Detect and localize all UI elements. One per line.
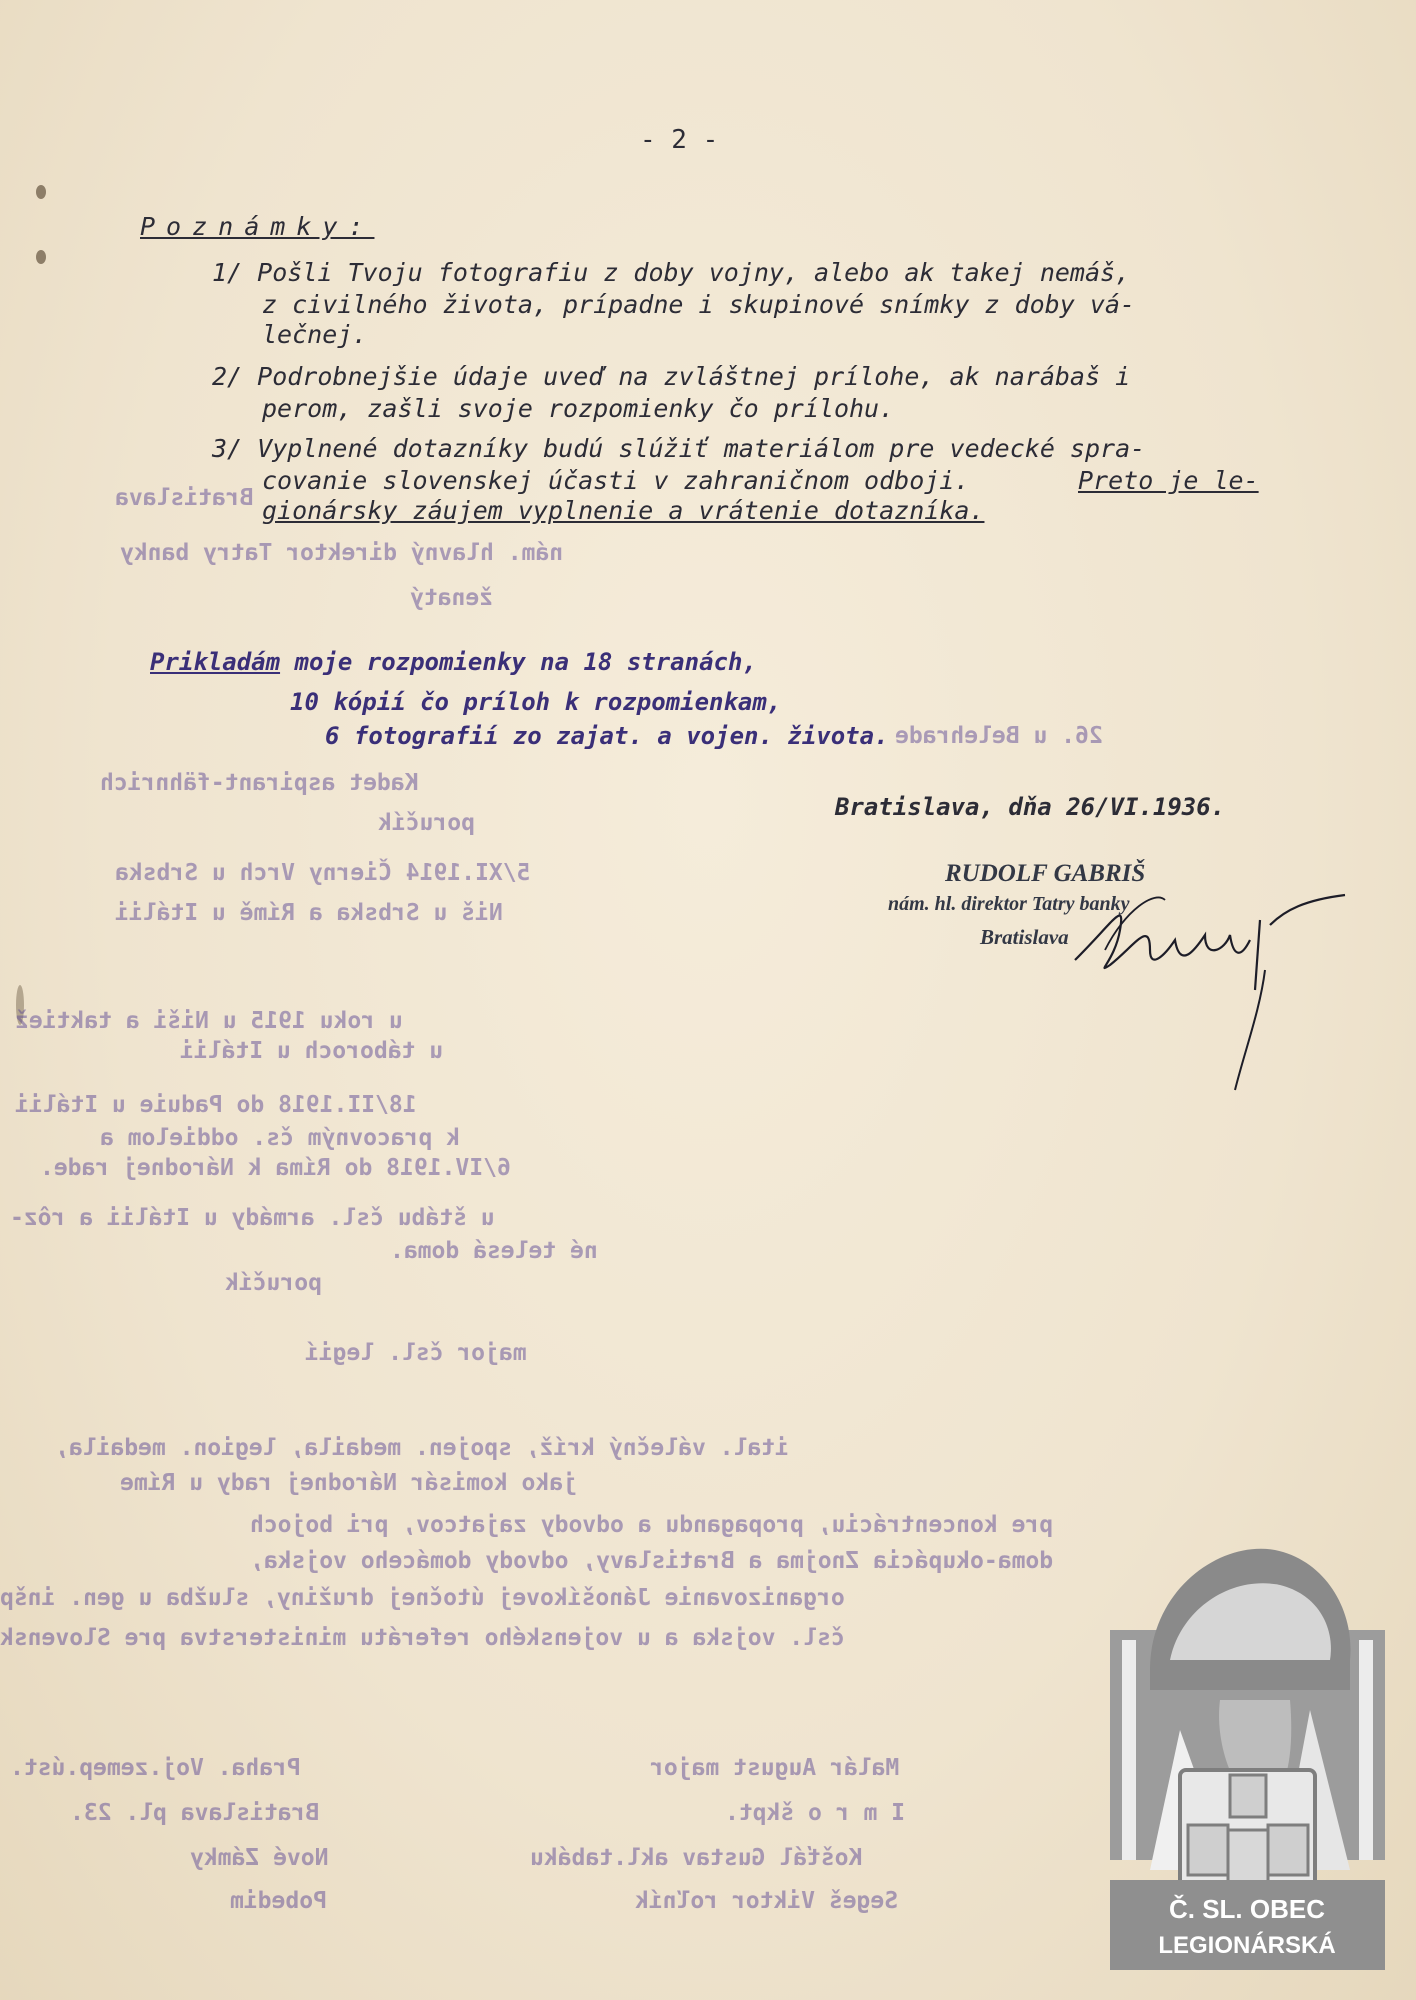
bleed-line: I m r o škpt. xyxy=(725,1800,906,1826)
note-line: 1/ Pošli Tvoju fotografiu z doby vojny, alebo ak takej nemáš, xyxy=(212,258,1131,287)
note-line-emphasis: Preto je le- xyxy=(1078,466,1259,495)
attachment-text: moje rozpomienky na 18 stranách, xyxy=(294,648,757,676)
bleed-line: Košťál Gustav akl.tabáku xyxy=(530,1845,863,1871)
bleed-line: 26. u Belehrade xyxy=(895,723,1103,749)
bleed-line: Bratislava pl. 23. xyxy=(70,1800,320,1826)
note-line-emphasis: gionársky záujem vyplnenie a vrátenie dotazníka. xyxy=(262,496,985,525)
bleed-line: 18/II.1918 do Paduie u Itálii xyxy=(15,1092,417,1118)
note-line: lečnej. xyxy=(262,320,368,349)
logo-line-1: Č. SL. OBEC xyxy=(1168,1894,1326,1924)
attachment-line-3: 6 fotografií zo zajat. a vojen. života. xyxy=(325,722,889,750)
punch-mark xyxy=(36,250,46,264)
bleed-line: Bratislava xyxy=(115,485,254,511)
logo-line-2: LEGIONÁRSKÁ xyxy=(1158,1932,1336,1959)
note-line: 3/ Vyplnené dotazníky budú slúžiť materiálom pre vedecké spra- xyxy=(212,434,1146,463)
bleed-line: k pracovným čs. oddielom a xyxy=(100,1125,461,1151)
date-line: Bratislava, dňa 26/VI.1936. xyxy=(835,793,1226,821)
bleed-line: u táboroch u Itálii xyxy=(180,1038,444,1064)
legion-logo-graphic xyxy=(1110,1530,1385,1970)
page-number: - 2 - xyxy=(640,125,719,155)
stamp-title: nám. hl. direktor Tatry banky xyxy=(888,893,1130,915)
bleed-line: Nové Zámky xyxy=(190,1845,329,1871)
bleed-line: poručík xyxy=(378,810,475,836)
punch-mark xyxy=(36,185,46,199)
bleed-line: Pobedim xyxy=(230,1888,327,1914)
attachment-line-2: 10 kópií čo príloh k rozpomienkam, xyxy=(290,688,782,716)
bleed-line: u roku 1915 u Niši a taktiež xyxy=(15,1008,403,1034)
note-line: covanie slovenskej účasti v zahraničnom odboji. xyxy=(262,466,970,495)
bleed-line: Segeš Viktor roľník xyxy=(635,1888,899,1914)
notes-heading: Poznámky: xyxy=(140,212,375,241)
legion-logo xyxy=(1110,1530,1385,1970)
stamp-city: Bratislava xyxy=(980,925,1069,949)
bleed-line: Niš u Srbska a Rímě u Itálii xyxy=(115,900,503,926)
bleed-line: pre koncentráciu, propagandu a odvody zajatcov, pri bojoch xyxy=(250,1512,1054,1538)
bleed-line: 6/IV.1918 do Ríma k Národnej rade. xyxy=(40,1155,511,1181)
stamp-name: RUDOLF GABRIŠ xyxy=(945,860,1146,887)
note-line: perom, zašli svoje rozpomienky čo prílohu. xyxy=(262,394,895,423)
bleed-line: jako komisár Národnej rady u Ríme xyxy=(120,1470,577,1496)
bleed-line: ital. válečný kríž, spojen. medaila, legion. medaila, xyxy=(55,1435,789,1461)
bleed-line: u štábu čsl. armády u Itálii a rôz- xyxy=(10,1205,495,1231)
bleed-line: čsl. vojska a u vojenského referátu ministerstva pre Slovensk xyxy=(0,1625,845,1651)
bleed-line: major čsl. legií xyxy=(305,1340,527,1366)
bleed-line: ženatý xyxy=(410,585,494,611)
bleed-line: doma-okupácia Znojma a Bratislavy, odvody domáceho vojska, xyxy=(250,1548,1054,1574)
bleed-line: organizovanie Jánošíkovej útočnej družiny, služba u gen. inšp xyxy=(0,1585,845,1611)
note-line: z civilného života, prípadne i skupinové snímky z doby vá- xyxy=(262,290,1135,319)
bleed-line: né telesá doma. xyxy=(390,1238,598,1264)
attachment-line-1 xyxy=(150,648,757,676)
bleed-line: poručík xyxy=(225,1270,322,1296)
attachment-lead: Prikladám xyxy=(150,648,281,676)
bleed-line: 5/XI.1914 Čierny Vrch u Srbska xyxy=(115,860,531,886)
bleed-line: Praha. Voj.zemep.úst. xyxy=(10,1755,301,1781)
bleed-line: Malár August major xyxy=(650,1755,900,1781)
bleed-line: nám. hlavný direktor Tatry banky xyxy=(120,540,564,566)
note-line: 2/ Podrobnejšie údaje uveď na zvláštnej prílohe, ak narábaš i xyxy=(212,362,1131,391)
bleed-line: Kadet aspirant-fähnrich xyxy=(100,770,419,796)
signature-graphic xyxy=(1055,880,1375,1100)
